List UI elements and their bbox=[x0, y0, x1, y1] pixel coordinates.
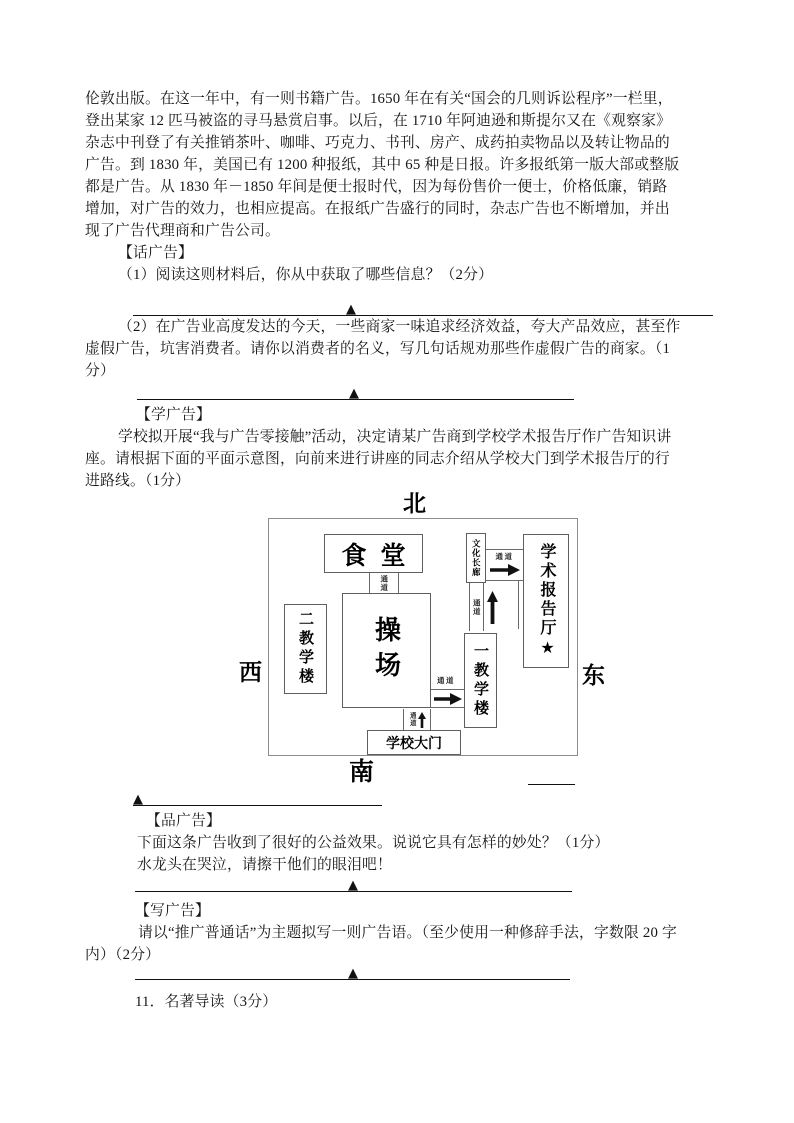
passage-label: 通道 bbox=[408, 712, 416, 727]
school-map-diagram bbox=[268, 518, 578, 756]
passage-label: 通道 bbox=[472, 598, 482, 616]
building-no2-teaching bbox=[284, 604, 327, 694]
compass-west-label: 西 bbox=[239, 659, 262, 685]
passage-label: 通道 bbox=[495, 552, 514, 561]
compass-south-label: 南 bbox=[349, 758, 375, 786]
intro-line: 登出某家 12 匹马被盗的寻马悬赏启事。以后，在 1710 年阿迪逊和斯提尔又在《观察家》 bbox=[85, 113, 672, 129]
school-gate-label: 学校大门 bbox=[386, 734, 442, 751]
question-2-line: 分） bbox=[85, 363, 115, 379]
building-playground bbox=[342, 593, 431, 708]
answer-line bbox=[137, 386, 574, 400]
question-2-line: 虚假广告，坑害消费者。请你以消费者的名义，写几句话规劝那些作虚假广告的商家。（1 bbox=[85, 341, 671, 357]
section-header-learn-ads: 【学广告】 bbox=[136, 407, 211, 423]
building-canteen bbox=[324, 534, 423, 573]
question-2-line: （2）在广告业高度发达的今天，一些商家一味追求经济效益，夸大产品效应，甚至作 bbox=[118, 319, 681, 335]
building-no2-label: 二教学楼 bbox=[297, 611, 314, 687]
compass-north-label: 北 bbox=[403, 490, 426, 516]
building-playground-label: 操场 bbox=[371, 615, 402, 686]
intro-line: 增加，对广告的效力，也相应提高。在报纸广告盛行的同时，杂志广告也不断增加，并出 bbox=[85, 201, 670, 217]
taste-ads-line: 下面这条广告收到了很好的公益效果。说说它具有怎样的妙处？（1分） bbox=[137, 835, 610, 851]
building-canteen-label: 食 堂 bbox=[341, 541, 406, 570]
answer-line bbox=[133, 793, 382, 806]
learn-ads-line: 学校拟开展“我与广告零接触”活动，决定请某广告商到学校学术报告厅作广告知识讲 bbox=[118, 429, 672, 445]
arrow-right-icon bbox=[490, 564, 520, 576]
building-no1-label: 一教学楼 bbox=[472, 642, 489, 719]
compass-east-label: 东 bbox=[582, 662, 605, 688]
write-ads-line: 内）（2分） bbox=[85, 947, 161, 963]
intro-line: 伦敦出版。在这一年中，有一则书籍广告。1650 年在有关“国会的几则诉讼程序”一栏里， bbox=[85, 91, 673, 107]
passage-label: 通道 bbox=[379, 574, 389, 592]
taste-ads-line: 水龙头在哭泣，请擦干他们的眼泪吧！ bbox=[137, 857, 392, 873]
question-1: （1）阅读这则材料后，你从中获取了哪些信息？（2分） bbox=[118, 267, 494, 283]
intro-line: 都是广告。从 1830 年－1850 年间是便士报时代，因为每份售价一便士，价格低廉，销路 bbox=[85, 179, 668, 195]
passage-canteen-playground bbox=[369, 573, 399, 593]
building-no1-teaching bbox=[464, 633, 497, 728]
passage-lane-wall bbox=[518, 581, 519, 629]
answer-triangle: ▲ bbox=[348, 878, 358, 893]
intro-line: 广告。到 1830 年，美国已有 1200 种报纸，其中 65 种是日报。许多报纸第一版大部或整版 bbox=[85, 157, 680, 173]
arrow-up-small-icon bbox=[418, 712, 426, 728]
passage-mid bbox=[431, 689, 464, 708]
passage-vertical bbox=[469, 583, 484, 631]
item-11-heading: 11．名著导读（3分） bbox=[135, 994, 278, 1010]
learn-ads-line: 进路线。（1分） bbox=[85, 473, 191, 489]
arrow-up-icon bbox=[487, 591, 498, 624]
building-culture-corridor bbox=[466, 533, 486, 583]
write-ads-line: 请以“推广普通话”为主题拟写一则广告语。（至少使用一种修辞手法，字数限 20 字 bbox=[138, 925, 678, 941]
answer-triangle: ▲ bbox=[346, 302, 356, 317]
section-header-taste-ads: 【品广告】 bbox=[146, 813, 221, 829]
answer-line bbox=[135, 878, 572, 892]
culture-corridor-label: 文化长廊 bbox=[471, 539, 482, 577]
passage-to-hall bbox=[486, 549, 523, 581]
section-header-talk-ads: 【话广告】 bbox=[118, 245, 193, 261]
lecture-hall-label: 学术报告厅★ bbox=[538, 542, 555, 660]
passage-label: 通道 bbox=[437, 676, 455, 685]
arrow-right-icon bbox=[434, 693, 462, 705]
section-header-write-ads: 【写广告】 bbox=[135, 903, 210, 919]
passage-gate bbox=[403, 709, 431, 730]
answer-line bbox=[135, 966, 570, 980]
intro-line: 现了广告代理商和广告公司。 bbox=[85, 223, 280, 239]
answer-triangle: ▲ bbox=[348, 966, 358, 981]
learn-ads-line: 座。请根据下面的平面示意图，向前来进行讲座的同志介绍从学校大门到学术报告厅的行 bbox=[85, 451, 670, 467]
intro-line: 杂志中刊登了有关推销茶叶、咖啡、巧克力、书刊、房产、成药拍卖物品以及转让物品的 bbox=[85, 135, 670, 151]
answer-line bbox=[133, 302, 713, 316]
answer-triangle: ▲ bbox=[133, 792, 143, 807]
answer-triangle: ▲ bbox=[349, 386, 359, 401]
building-lecture-hall bbox=[523, 534, 569, 668]
short-answer-line bbox=[528, 784, 575, 785]
building-school-gate bbox=[367, 730, 461, 755]
